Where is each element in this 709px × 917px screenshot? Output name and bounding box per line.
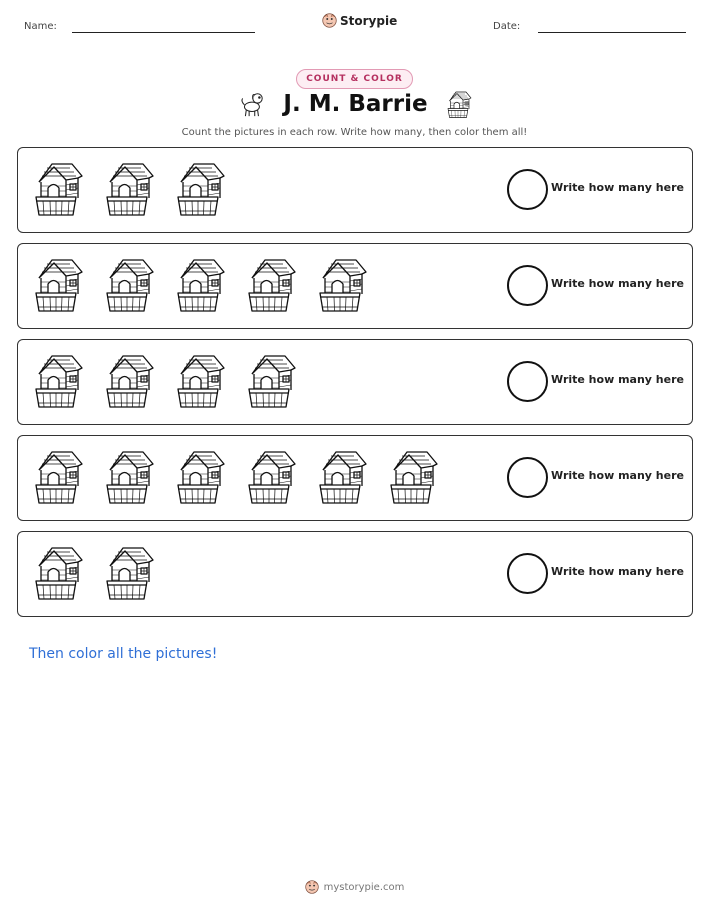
- name-label: Name:: [24, 21, 57, 32]
- date-label: Date:: [493, 21, 521, 32]
- counting-row: [17, 435, 693, 521]
- wishing-well-house-icon[interactable]: [174, 448, 226, 504]
- wishing-well-house-icon[interactable]: [174, 256, 226, 312]
- counting-rows: [17, 147, 693, 627]
- wishing-well-house-icon[interactable]: [103, 448, 155, 504]
- wishing-well-house-icon[interactable]: [316, 448, 368, 504]
- counting-row: [17, 243, 693, 329]
- counting-row: [17, 147, 693, 233]
- answer-circle[interactable]: [507, 361, 548, 402]
- wishing-well-house-icon[interactable]: [245, 352, 297, 408]
- answer-circle[interactable]: [507, 169, 548, 210]
- write-prompt: Write how many here: [551, 373, 684, 386]
- page-title: J. M. Barrie: [283, 91, 428, 117]
- picture-group: [32, 160, 226, 216]
- footer: [0, 880, 709, 894]
- badge-container: [0, 66, 709, 89]
- wishing-well-house-icon[interactable]: [32, 544, 84, 600]
- color-instruction: Then color all the pictures!: [29, 646, 218, 662]
- counting-row: [17, 531, 693, 617]
- wishing-well-house-icon[interactable]: [32, 448, 84, 504]
- wishing-well-house-icon[interactable]: [103, 544, 155, 600]
- brand-name: Storypie: [340, 13, 398, 28]
- category-badge: COUNT & COLOR: [296, 69, 413, 89]
- picture-group: [32, 352, 297, 408]
- title-row: [0, 90, 709, 118]
- name-line[interactable]: [72, 32, 255, 33]
- wishing-well-house-icon[interactable]: [32, 256, 84, 312]
- footer-url: mystorypie.com: [323, 881, 405, 893]
- answer-circle[interactable]: [507, 457, 548, 498]
- picture-group: [32, 448, 439, 504]
- worksheet-header: [0, 0, 709, 50]
- wishing-well-house-icon[interactable]: [174, 160, 226, 216]
- wishing-well-house-icon[interactable]: [103, 160, 155, 216]
- wishing-well-house-icon[interactable]: [316, 256, 368, 312]
- storypie-logo-icon: [305, 880, 319, 894]
- answer-circle[interactable]: [507, 553, 548, 594]
- wishing-well-house-icon[interactable]: [245, 448, 297, 504]
- picture-group: [32, 256, 368, 312]
- wishing-well-house-icon: [446, 90, 472, 118]
- dog-icon: [237, 90, 265, 118]
- counting-row: [17, 339, 693, 425]
- storypie-logo-icon: [322, 13, 337, 28]
- instructions-subtitle: Count the pictures in each row. Write how many, then color them all!: [181, 127, 528, 138]
- wishing-well-house-icon[interactable]: [245, 256, 297, 312]
- write-prompt: Write how many here: [551, 469, 684, 482]
- write-prompt: Write how many here: [551, 181, 684, 194]
- wishing-well-house-icon[interactable]: [32, 352, 84, 408]
- brand-logo: [322, 13, 397, 28]
- write-prompt: Write how many here: [551, 565, 684, 578]
- wishing-well-house-icon[interactable]: [174, 352, 226, 408]
- wishing-well-house-icon[interactable]: [387, 448, 439, 504]
- wishing-well-house-icon[interactable]: [103, 256, 155, 312]
- answer-circle[interactable]: [507, 265, 548, 306]
- wishing-well-house-icon[interactable]: [32, 160, 84, 216]
- wishing-well-house-icon[interactable]: [103, 352, 155, 408]
- picture-group: [32, 544, 155, 600]
- date-line[interactable]: [538, 32, 686, 33]
- write-prompt: Write how many here: [551, 277, 684, 290]
